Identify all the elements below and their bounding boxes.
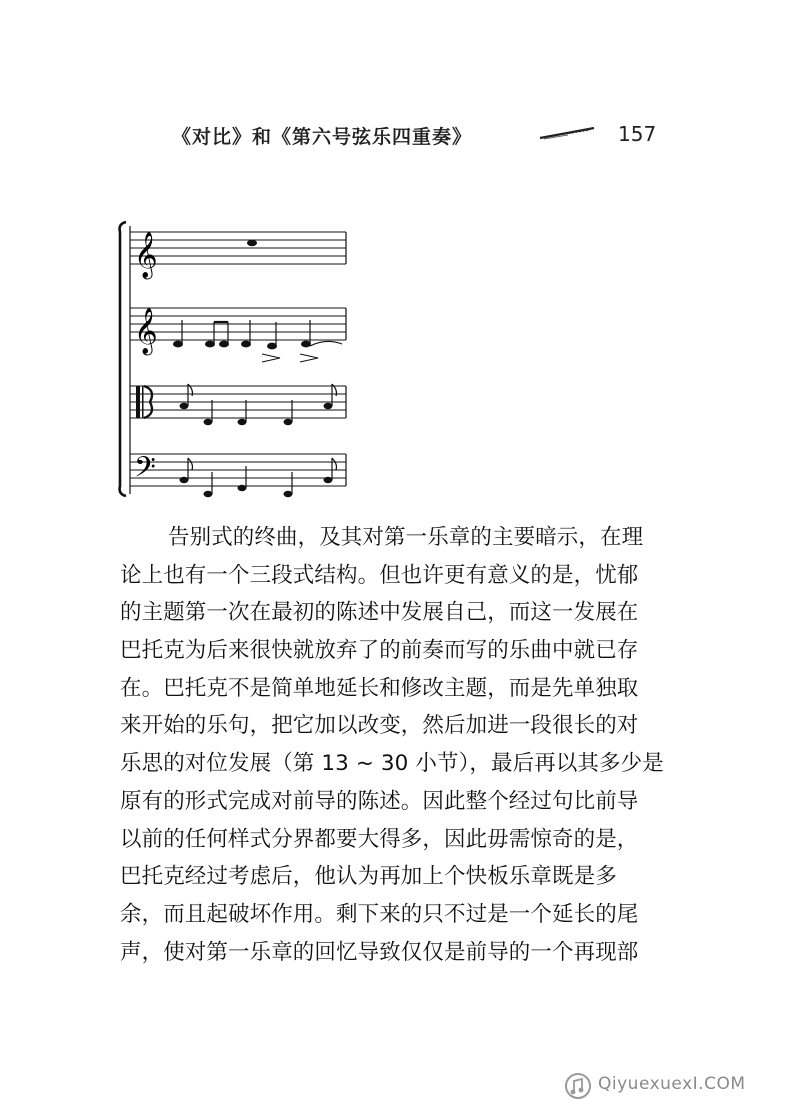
bass-clef-icon: 𝄢 bbox=[134, 451, 156, 491]
running-header bbox=[150, 118, 670, 154]
music-score bbox=[116, 218, 356, 500]
staff-1 bbox=[130, 232, 346, 280]
header-title: 《对比》和《第六号弦乐四重奏》 bbox=[172, 126, 473, 148]
text-line: 巴托克经过考虑后，他认为再加上个快板乐章既是多 bbox=[120, 864, 617, 890]
staff-4 bbox=[130, 451, 346, 497]
watermark-logo-icon bbox=[564, 1072, 592, 1100]
text-line: 乐思的对位发展（第 13 ~ 30 小节），最后再以其多少是 bbox=[120, 751, 664, 777]
text-line: 以前的任何样式分界都要大得多，因此毋需惊奇的是， bbox=[120, 826, 639, 852]
ornament-rule bbox=[538, 126, 596, 140]
treble-clef-icon: 𝄞 bbox=[134, 232, 158, 278]
staff-3 bbox=[130, 384, 346, 425]
text-line: 原有的形式完成对前导的陈述。因此整个经过句比前导 bbox=[120, 788, 639, 814]
text-line: 告别式的终曲，及其对第一乐章的主要暗示，在理 bbox=[168, 525, 644, 550]
page-number: 157 bbox=[618, 122, 657, 146]
text-line: 来开始的乐句，把它加以改变，然后加进一段很长的对 bbox=[120, 713, 639, 739]
watermark-text: QiyuexuexI.COM bbox=[598, 1074, 746, 1094]
system-bracket bbox=[120, 222, 126, 496]
text-line: 声，使对第一乐章的回忆导致仅仅是前导的一个再现部 bbox=[120, 939, 639, 965]
treble-clef-icon: 𝄞 bbox=[134, 308, 158, 354]
watermark bbox=[564, 1070, 774, 1104]
staff-2 bbox=[130, 308, 346, 362]
text-line: 余，而且起破坏作用。剩下来的只不过是一个延长的尾 bbox=[120, 901, 639, 927]
text-line: 的主题第一次在最初的陈述中发展自己，而这一发展在 bbox=[120, 600, 639, 626]
text-line: 巴托克为后来很快就放弃了的前奏而写的乐曲中就已存 bbox=[120, 638, 639, 664]
text-line: 在。巴托克不是简单地延长和修改主题，而是先单独取 bbox=[120, 675, 639, 701]
text-line: 论上也有一个三段式结构。但也许更有意义的是，忧郁 bbox=[120, 562, 639, 588]
body-text bbox=[120, 519, 692, 971]
